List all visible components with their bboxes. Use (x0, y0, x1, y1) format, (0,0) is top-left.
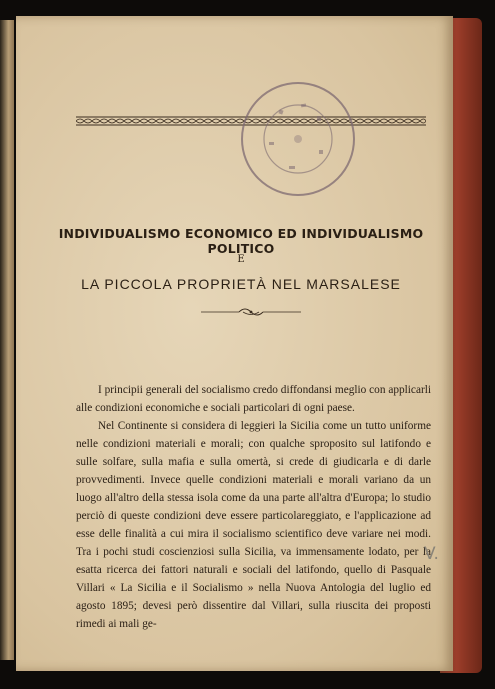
body-text (76, 381, 431, 633)
title-line-1: INDIVIDUALISMO ECONOMICO ED INDIVIDUALISMO POLITICO (58, 226, 424, 256)
paragraph-1: I principii generali del socialismo credo diffondansi meglio con applicarli alle condizioni economiche e sociali particolari di ogni paese. (76, 384, 431, 414)
margin-pencil-mark: V. (424, 544, 439, 564)
title-conjunction: E (237, 254, 245, 265)
left-page-edge (0, 20, 14, 660)
paragraph-2: Nel Continente si considera di leggieri la Sicilia come un tutto uniforme nelle condizioni materiali e morali; con qualche sproposito sul latifondo e sulle solfare, sulla mafia e sulla omertà, si crede di giudicarla e di darle provvedimenti. Invece quelle condizioni materiali e morali variano da un luogo all'altro della stessa isola come da una parte all'altra d'Europa; lo studio perciò di queste condizioni deve essere particolareggiato, e l'applicazione ad esse delle finalità a cui mira il socialismo scientifico deve variare nei modi. Tra i pochi studi coscienziosi sulla Sicilia, va immensamente lodato, per la esatta ricerca dei fattori naturali e sociali del latifondo, quello di Pasquale Villari « La Sicilia e il Socialismo » nella Nuova Antologia del luglio ed agosto 1895; devesi però dissentire dal Villari, sulla riuscita dei proposti rimedi ai mali ge- (76, 420, 431, 630)
book-page (16, 16, 453, 671)
library-stamp (239, 80, 357, 198)
title-line-2: LA PICCOLA PROPRIETÀ NEL MARSALESE (81, 276, 401, 292)
flourish-ornament (201, 306, 301, 318)
